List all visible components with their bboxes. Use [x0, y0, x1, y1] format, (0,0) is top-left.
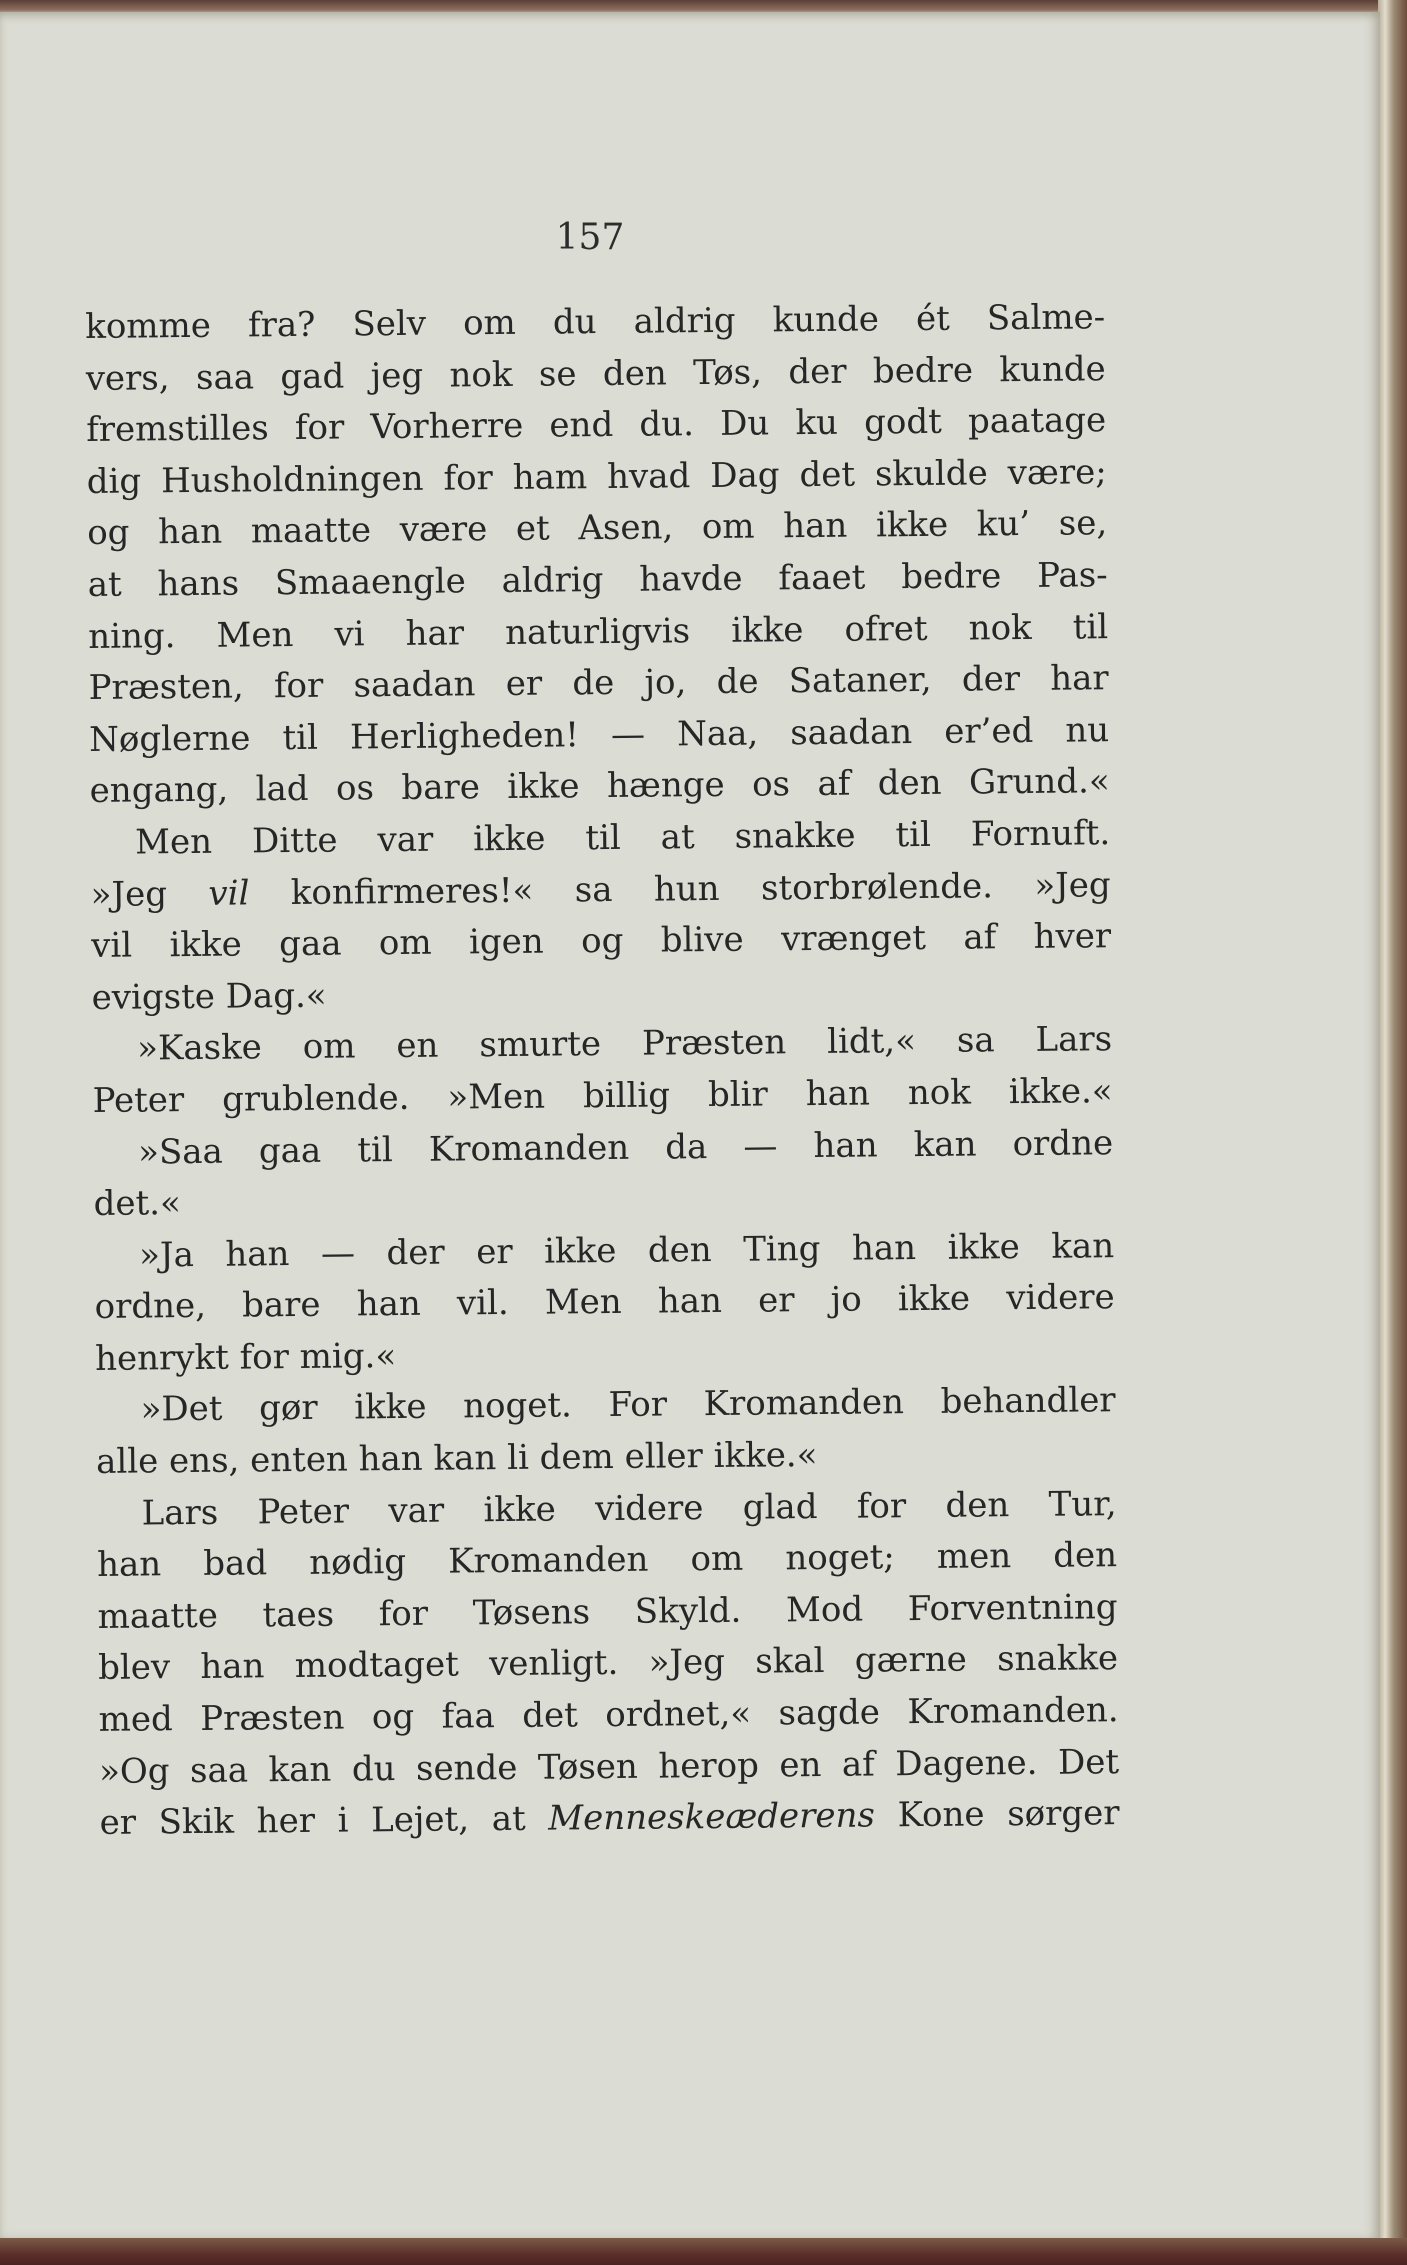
- text-line: »Og saa kan du sende Tøsen herop en af Dagene. Det: [98, 1741, 1120, 1792]
- text-line: Lars Peter var ikke videre glad for den Tur,: [141, 1483, 1117, 1534]
- text-line: »Kaske om en smurte Præsten lidt,« sa Lars: [136, 1019, 1113, 1069]
- text-line: »Saa gaa til Kromanden da — han kan ordne: [137, 1122, 1114, 1173]
- text-line: det.«: [93, 1183, 182, 1225]
- text-line: med Præsten og faa det ordnet,« sagde Kromanden.: [98, 1690, 1119, 1740]
- italic-word: Menneskeæderens: [548, 1795, 876, 1839]
- text-line: vers, saa gad jeg nok se den Tøs, der bedre kunde: [85, 348, 1106, 399]
- text-line: Peter grublende. »Men billig blir han nok ikke.«: [92, 1071, 1113, 1121]
- text-line: ordne, bare han vil. Men han er jo ikke videre: [94, 1277, 1115, 1328]
- text-line: vil ikke gaa om igen og blive vrænget af hver: [90, 916, 1112, 967]
- text-line: er Skik her i Lejet, at Menneskeæderens Kone sørger: [99, 1793, 1120, 1844]
- text-line: Men Ditte var ikke til at snakke til Fornuft.: [134, 813, 1111, 863]
- text-line: henrykt for mig.«: [94, 1335, 397, 1379]
- text-line: komme fra? Selv om du aldrig kunde ét Salme-: [85, 297, 1106, 347]
- italic-word: vil: [208, 872, 250, 914]
- page-bottom-edge: [0, 2238, 1407, 2265]
- text-line: Præsten, for saadan er de jo, de Sataner, der har: [88, 658, 1109, 709]
- page-number: 157: [555, 217, 625, 258]
- text-line: ning. Men vi har naturligvis ikke ofret nok til: [88, 606, 1109, 657]
- text-line: »Ja han — der er ikke den Ting han ikke kan: [138, 1225, 1115, 1276]
- body-text: [85, 292, 1120, 1850]
- text-line: »Det gør ikke noget. For Kromanden behandler: [140, 1380, 1116, 1430]
- text-line: at hans Smaaengle aldrig havde faaet bedre Pas-: [87, 555, 1108, 605]
- text-line: alle ens, enten han kan li dem eller ikke.«: [95, 1435, 818, 1483]
- text-line: engang, lad os bare ikke hænge os af den Grund.«: [89, 761, 1110, 812]
- text-line: maatte taes for Tøsens Skyld. Mod Forventning: [97, 1586, 1118, 1637]
- book-spine-edge: [1378, 0, 1407, 2265]
- text-line: »Jeg vil konfirmeres!« sa hun storbrølende. »Jeg: [90, 864, 1111, 915]
- text-line: evigste Dag.«: [91, 975, 327, 1018]
- book-page: [0, 12, 1380, 2240]
- text-line: dig Husholdningen for ham hvad Dag det skulde være;: [86, 451, 1107, 502]
- text-line: Nøglerne til Herligheden! — Naa, saadan er’ed nu: [89, 709, 1110, 760]
- text-line: blev han modtaget venligt. »Jeg skal gærne snakke: [97, 1638, 1119, 1689]
- text-line: fremstilles for Vorherre end du. Du ku godt paatage: [86, 400, 1107, 451]
- text-line: og han maatte være et Asen, om han ikke ku’ se,: [87, 503, 1108, 554]
- text-line: han bad nødig Kromanden om noget; men den: [96, 1535, 1118, 1586]
